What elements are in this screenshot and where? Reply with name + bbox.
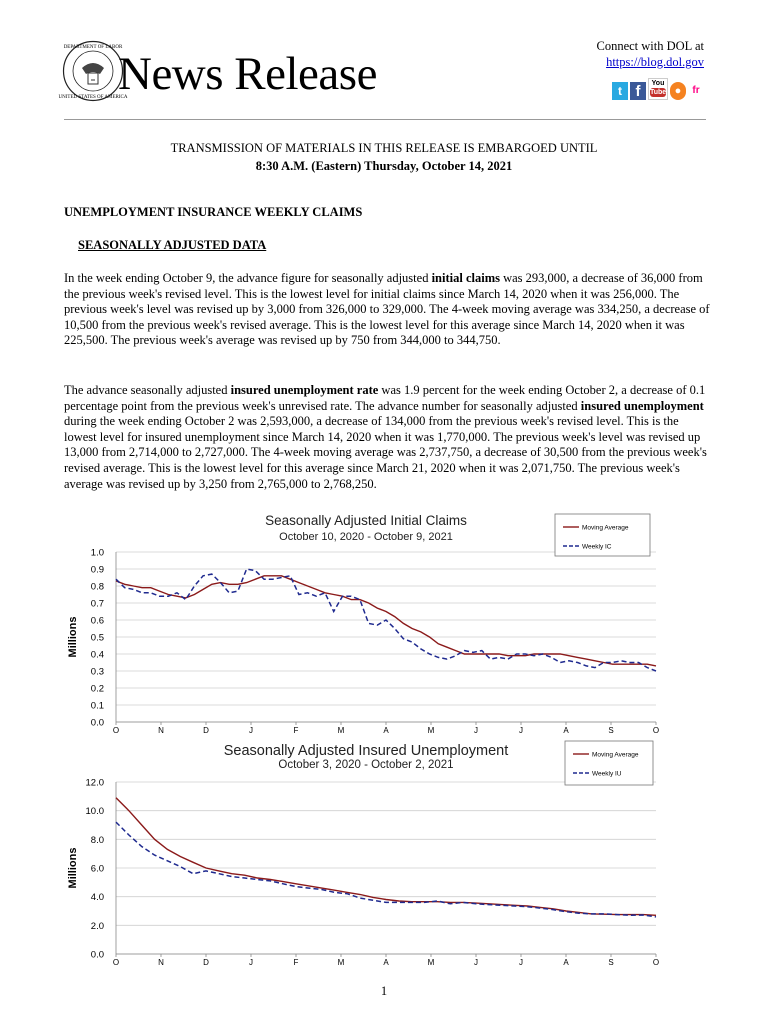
x-tick-label: J: [474, 958, 478, 967]
y-tick-label: 0.6: [90, 615, 104, 627]
x-tick-label: A: [563, 726, 569, 735]
y-tick-label: 0.2: [90, 683, 104, 695]
chart-title: Seasonally Adjusted Initial Claims: [265, 513, 467, 528]
x-tick-label: J: [519, 726, 523, 735]
connect-block: [596, 38, 704, 70]
news-release-title: News Release: [118, 48, 377, 100]
x-tick-label: O: [112, 958, 120, 967]
x-tick-label: M: [337, 726, 345, 735]
facebook-icon[interactable]: f: [630, 82, 646, 100]
twitter-icon[interactable]: t: [612, 82, 628, 100]
connect-label: Connect with DOL at: [596, 39, 704, 53]
x-tick-label: D: [203, 726, 209, 735]
x-tick-label: J: [474, 726, 478, 735]
x-tick-label: F: [293, 958, 299, 967]
embargo-date: 8:30 A.M. (Eastern) Thursday, October 14, 2021: [255, 159, 513, 173]
x-tick-label: O: [652, 726, 660, 735]
y-tick-label: 0.5: [90, 632, 104, 644]
social-icons: [612, 78, 704, 100]
x-tick-label: M: [427, 726, 435, 735]
y-axis-label: Millions: [67, 847, 79, 889]
legend-label: Weekly IU: [592, 770, 622, 778]
legend-label: Weekly IC: [582, 543, 612, 551]
y-axis-label: Millions: [67, 616, 79, 658]
insured-unemployment-chart: [60, 738, 670, 970]
x-tick-label: S: [608, 726, 614, 735]
page-number: 1: [380, 984, 388, 998]
y-tick-label: 10.0: [85, 806, 104, 818]
x-tick-label: J: [249, 726, 253, 735]
blog-icon[interactable]: ●: [670, 82, 686, 100]
svg-text:UNITED STATES OF AMERICA: UNITED STATES OF AMERICA: [58, 95, 128, 100]
embargo-notice: [0, 139, 768, 175]
y-tick-label: 12.0: [85, 777, 104, 789]
y-tick-label: 4.0: [90, 892, 104, 904]
x-tick-label: O: [652, 958, 660, 967]
x-tick-label: A: [563, 958, 569, 967]
weekly-series: [116, 822, 656, 917]
x-tick-label: J: [519, 958, 523, 967]
moving-average-series: [116, 798, 656, 916]
y-tick-label: 0.9: [90, 564, 104, 576]
initial-claims-paragraph: In the week ending October 9, the advance figure for seasonally adjusted initial claims was 293,000, a decrease of 36,000 from the previous week's revised level. This is the lowest level for initial claims since March 14, 2020 when it was 256,000. The previous week's level was revised up by 3,000 from 326,000 to 329,000. The 4-week moving average was 334,250, a decrease of 10,500 from the previous week's revised average. This is the lowest level for this average since March 14, 2020 when it was 225,500. The previous week's average was revised up by 750 from 344,000 to 344,750.: [64, 271, 710, 348]
y-tick-label: 0.0: [90, 949, 104, 961]
y-tick-label: 0.7: [90, 598, 104, 610]
youtube-icon[interactable]: You Tube: [648, 78, 668, 100]
x-tick-label: M: [337, 958, 345, 967]
y-tick-label: 0.0: [90, 717, 104, 729]
embargo-line-1: TRANSMISSION OF MATERIALS IN THIS RELEASE IS EMBARGOED UNTIL: [170, 141, 598, 155]
svg-text:DEPARTMENT OF LABOR: DEPARTMENT OF LABOR: [63, 45, 123, 50]
legend-label: Moving Average: [592, 751, 639, 759]
legend-box: [565, 741, 653, 785]
dol-seal-logo: [58, 40, 128, 102]
legend-label: Moving Average: [582, 524, 629, 532]
x-tick-label: A: [383, 958, 389, 967]
insured-unemployment-chart-svg: [60, 738, 670, 970]
chart-subtitle: October 3, 2020 - October 2, 2021: [278, 759, 454, 771]
y-tick-label: 0.3: [90, 666, 104, 678]
chart-subtitle: October 10, 2020 - October 9, 2021: [279, 531, 453, 543]
blog-link[interactable]: https://blog.dol.gov: [606, 55, 704, 69]
x-tick-label: F: [293, 726, 299, 735]
header-divider: [64, 119, 706, 120]
y-tick-label: 6.0: [90, 863, 104, 875]
section-subtitle: SEASONALLY ADJUSTED DATA: [78, 238, 267, 252]
flickr-icon[interactable]: fr: [688, 82, 704, 100]
initial-claims-chart-svg: [60, 508, 670, 736]
chart-title: Seasonally Adjusted Insured Unemployment: [223, 743, 509, 759]
initial-claims-chart: [60, 508, 670, 736]
x-tick-label: J: [249, 958, 253, 967]
y-tick-label: 2.0: [90, 920, 104, 932]
y-tick-label: 0.8: [90, 581, 104, 593]
y-tick-label: 8.0: [90, 834, 104, 846]
x-tick-label: N: [158, 958, 164, 967]
y-tick-label: 0.1: [90, 700, 104, 712]
insured-unemployment-paragraph: The advance seasonally adjusted insured unemployment rate was 1.9 percent for the week ending October 2, a decrease of 0.1 percentage point from the previous week's unrevised rate. The advance number for seasonally adjusted insured unemployment during the week ending October 2 was 2,593,000, a decrease of 134,000 from the previous week's revised level. This is the lowest level for insured unemployment since March 14, 2020 when it was 1,770,000. The previous week's level was revised up 13,000 from 2,714,000 to 2,727,000. The 4-week moving average was 2,737,750, a decrease of 30,500 from the previous week's revised average. This is the lowest level for this average since March 21, 2020 when it was 2,071,750. The previous week's average was revised up by 3,250 from 2,765,000 to 2,768,250.: [64, 383, 707, 491]
x-tick-label: O: [112, 726, 120, 735]
x-tick-label: M: [427, 958, 435, 967]
y-tick-label: 1.0: [90, 547, 104, 559]
y-tick-label: 0.4: [90, 649, 104, 661]
x-tick-label: N: [158, 726, 164, 735]
x-tick-label: S: [608, 958, 614, 967]
x-tick-label: D: [203, 958, 209, 967]
section-title: UNEMPLOYMENT INSURANCE WEEKLY CLAIMS: [64, 205, 363, 219]
x-tick-label: A: [383, 726, 389, 735]
